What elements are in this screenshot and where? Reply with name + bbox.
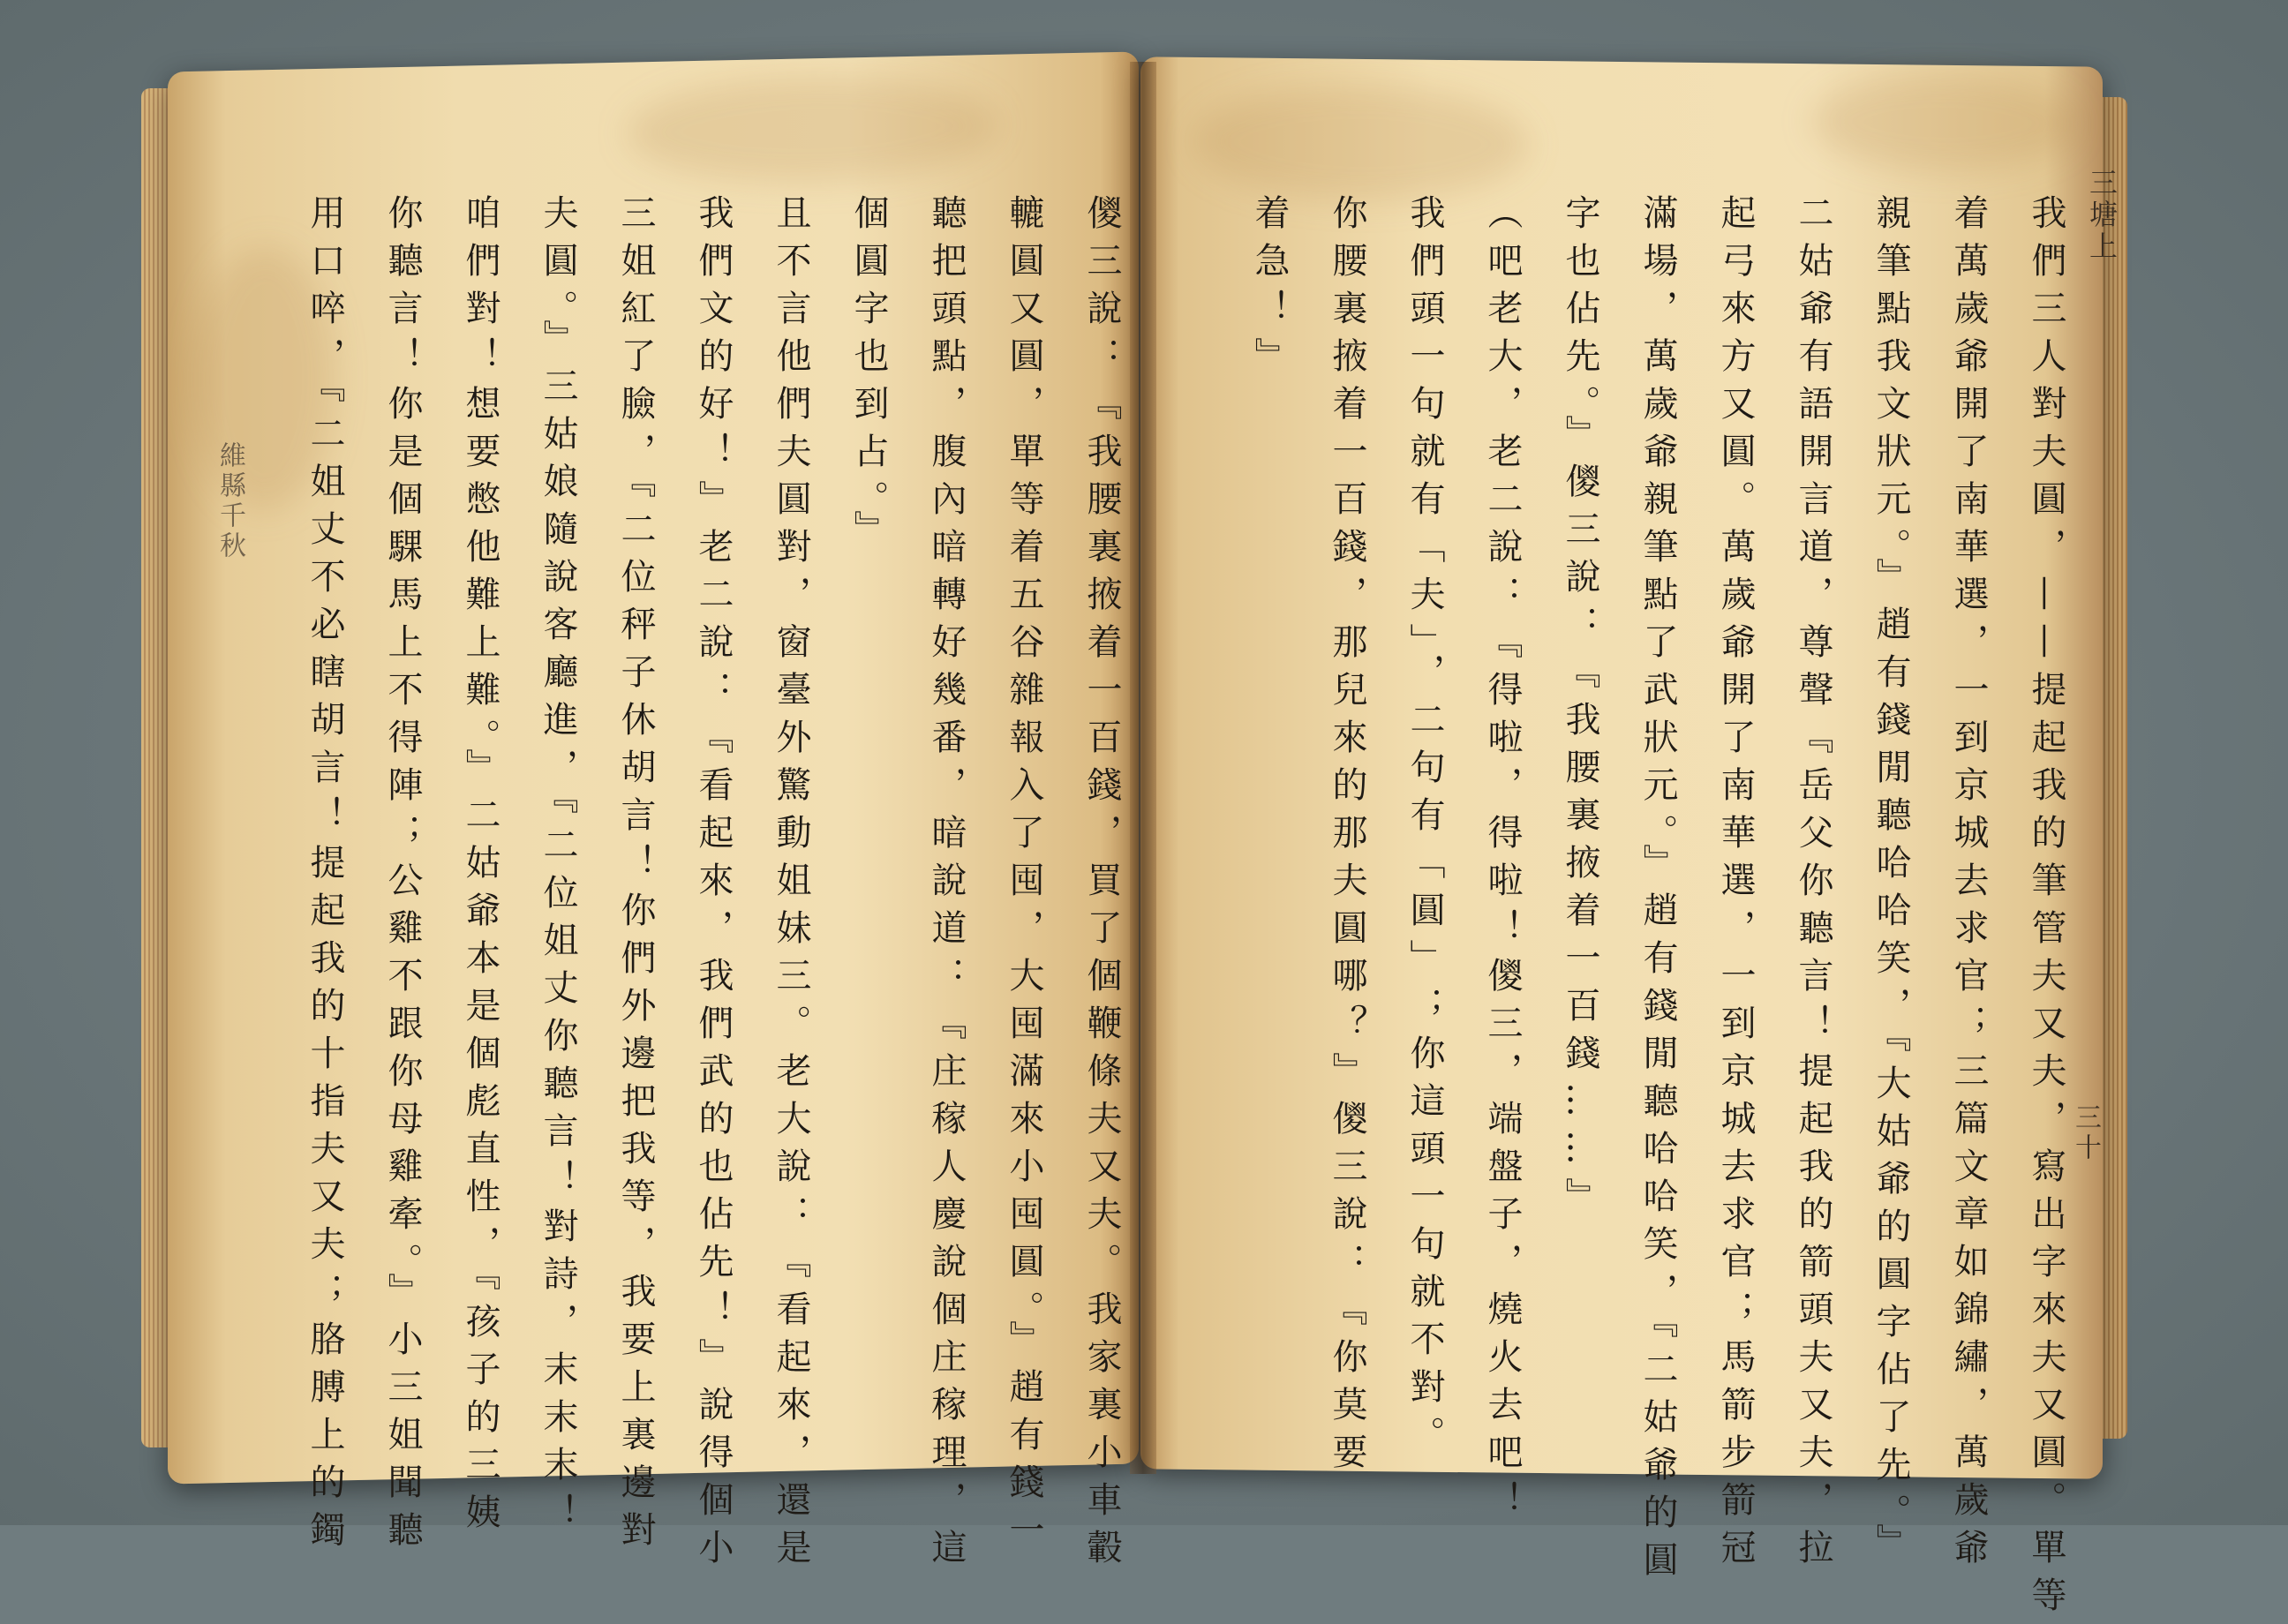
- book-gutter: [1130, 62, 1156, 1474]
- text-column: 親筆點我文狀元。』趙有錢閒聽哈哈笑，『大姑爺的圓字佔了先。』: [1870, 194, 1911, 1571]
- text-column: 二姑爺有語開言道，尊聲『岳父你聽言！提起我的箭頭夫又夫，拉: [1793, 194, 1833, 1576]
- open-book: [168, 62, 2119, 1624]
- text-column: 咱們對！想要憋他難上難。』二姑爺本是個彪直性，『孩子的三姨: [460, 194, 500, 1541]
- text-column: （吧老大，老二說：『得啦，得啦！儍三，端盤子，燒火去吧！: [1482, 194, 1523, 1529]
- margin-note: 維縣千秋: [214, 441, 245, 561]
- text-column: 且不言他們夫圓對，窗臺外驚動姐妹三。老大說：『看起來，還是: [771, 194, 811, 1576]
- text-column: 着急！』: [1249, 194, 1290, 385]
- text-column: 我們三人對夫圓，——提起我的筆管夫又夫，寫出字來夫又圓。單等: [2026, 194, 2066, 1624]
- text-column: 字也佔先。』儍三說：『我腰裏掖着一百錢……』: [1560, 194, 1600, 1225]
- text-column: 滿場，萬歲爺親筆點了武狀元。』趙有錢閒聽哈哈笑，『二姑爺的圓: [1637, 194, 1678, 1589]
- text-column: 三姐紅了臉，『二位秤子休胡言！你們外邊把我等，我要上裏邊對: [615, 194, 656, 1559]
- running-head: 三塘上: [2085, 168, 2119, 263]
- text-column: 儍三說：『我腰裏掖着一百錢，買了個鞭條夫又夫。我家裏小車轂: [1081, 194, 1122, 1576]
- text-column: 我們文的好！』老二說：『看起來，我們武的也佔先！』說得個小: [693, 194, 734, 1576]
- text-column: 夫圓。』三姑娘隨說客廳進，『二位姐丈你聽言！對詩，末末末！: [538, 194, 578, 1541]
- text-column: 用口啐，『二姐丈不必瞎胡言！提起我的十指夫又夫；胳膊上的鐲: [305, 194, 345, 1559]
- text-column: 個圓字也到占。』: [848, 194, 889, 558]
- text-column: 聽把頭點，腹內暗轉好幾番，暗說道：『庄稼人慶說個庄稼理，這: [926, 194, 967, 1576]
- text-column: 起弓來方又圓。萬歲爺開了南華選，一到京城去求官；馬箭步箭冠: [1715, 194, 1756, 1576]
- text-column: 我們頭一句就有「夫」，二句有「圓」；你這頭一句就不對。: [1404, 194, 1445, 1463]
- text-column: 轆圓又圓，單等着五谷雜報入了囤，大囤滿來小囤圓。』趙有錢一: [1004, 194, 1044, 1559]
- left-page-text: [265, 194, 1122, 1576]
- text-column: 你腰裏掖着一百錢，那兒來的那夫圓哪？』儍三說：『你莫要: [1327, 194, 1367, 1481]
- right-page-text: [1209, 194, 2066, 1624]
- page-number: 三十: [2070, 1103, 2101, 1163]
- text-column: 着萬歲爺開了南華選，一到京城去求官；三篇文章如錦繡，萬歲爺: [1948, 194, 1989, 1576]
- text-column: 你聽言！你是個騍馬上不得陣；公雞不跟你母雞牽。』小三姐聞聽: [382, 194, 423, 1559]
